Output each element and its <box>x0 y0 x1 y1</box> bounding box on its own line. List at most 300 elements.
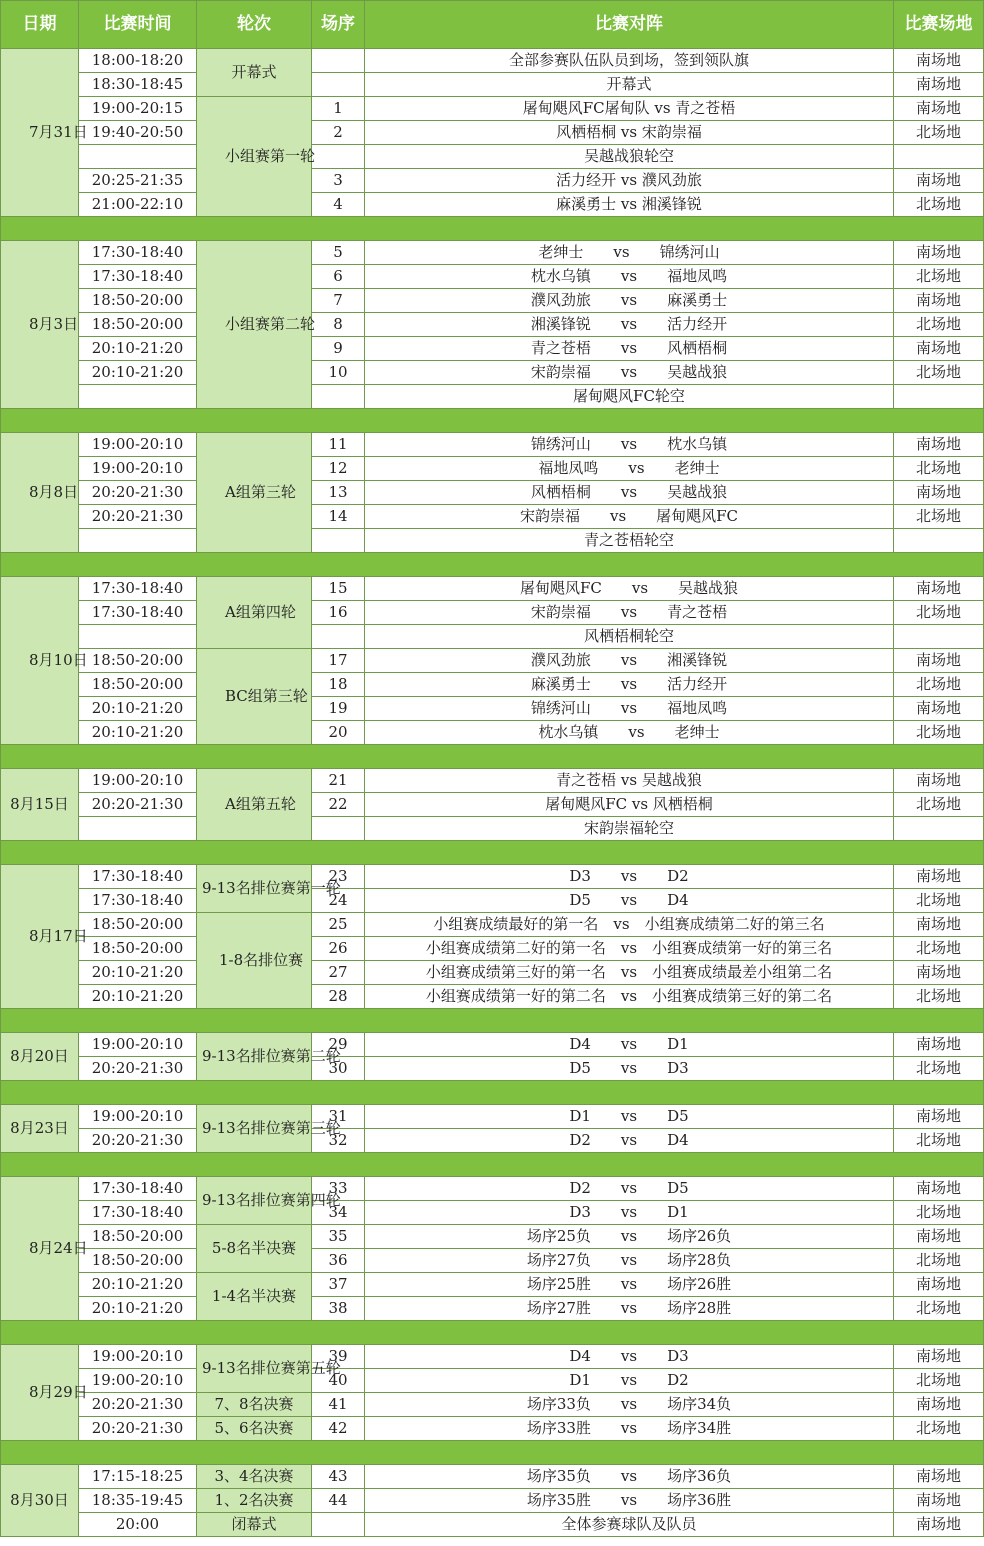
table-row <box>1 1417 984 1441</box>
time-cell: 20:20-21:30 <box>79 1393 197 1417</box>
num-cell: 18 <box>312 673 365 697</box>
round-cell: 1-4名半决赛 <box>197 1273 312 1321</box>
table-row <box>1 289 984 313</box>
round-cell: 5-8名半决赛 <box>197 1225 312 1273</box>
num-cell: 27 <box>312 961 365 985</box>
num-cell: 28 <box>312 985 365 1009</box>
round-cell: 9-13名排位赛第二轮 <box>197 1033 312 1081</box>
time-cell: 20:10-21:20 <box>79 961 197 985</box>
time-cell: 18:50-20:00 <box>79 1225 197 1249</box>
time-cell: 18:50-20:00 <box>79 313 197 337</box>
round-cell: 9-13名排位赛第三轮 <box>197 1105 312 1153</box>
header-round: 轮次 <box>197 1 312 49</box>
num-cell: 17 <box>312 649 365 673</box>
match-cell: D3 vs D1 <box>365 1201 894 1225</box>
separator-row <box>1 1321 984 1345</box>
table-row <box>1 241 984 265</box>
table-row <box>1 1273 984 1297</box>
venue-cell: 南场地 <box>894 865 984 889</box>
separator-row <box>1 841 984 865</box>
header-row <box>1 1 984 49</box>
num-cell <box>312 529 365 553</box>
table-row <box>1 793 984 817</box>
match-cell: D5 vs D3 <box>365 1057 894 1081</box>
match-cell: D4 vs D3 <box>365 1345 894 1369</box>
time-cell: 20:10-21:20 <box>79 985 197 1009</box>
match-cell: 屠甸飓风FC轮空 <box>365 385 894 409</box>
num-cell <box>312 1513 365 1537</box>
date-cell: 8月8日 <box>1 433 79 553</box>
table-row <box>1 265 984 289</box>
match-cell: 锦绣河山 vs 枕水乌镇 <box>365 433 894 457</box>
num-cell: 29 <box>312 1033 365 1057</box>
num-cell: 4 <box>312 193 365 217</box>
match-cell: 屠甸飓风FC vs 风栖梧桐 <box>365 793 894 817</box>
match-cell: 场序35胜 vs 场序36胜 <box>365 1489 894 1513</box>
header-match: 比赛对阵 <box>365 1 894 49</box>
separator-row <box>1 217 984 241</box>
time-cell: 20:20-21:30 <box>79 481 197 505</box>
match-cell: 枕水乌镇 vs 福地凤鸣 <box>365 265 894 289</box>
num-cell: 5 <box>312 241 365 265</box>
venue-cell: 北场地 <box>894 1249 984 1273</box>
time-cell: 20:20-21:30 <box>79 505 197 529</box>
match-cell: 小组赛成绩第一好的第二名 vs 小组赛成绩第三好的第二名 <box>365 985 894 1009</box>
time-cell: 18:50-20:00 <box>79 673 197 697</box>
table-row <box>1 577 984 601</box>
venue-cell: 北场地 <box>894 1201 984 1225</box>
table-row <box>1 1105 984 1129</box>
match-cell: 老绅士 vs 锦绣河山 <box>365 241 894 265</box>
match-cell: 麻溪勇士 vs 活力经开 <box>365 673 894 697</box>
time-cell: 20:10-21:20 <box>79 361 197 385</box>
num-cell: 8 <box>312 313 365 337</box>
table-row <box>1 697 984 721</box>
venue-cell: 南场地 <box>894 1393 984 1417</box>
time-cell: 19:00-20:15 <box>79 97 197 121</box>
match-cell: 全体参赛球队及队员 <box>365 1513 894 1537</box>
time-cell <box>79 529 197 553</box>
venue-cell: 北场地 <box>894 1297 984 1321</box>
match-cell: 开幕式 <box>365 73 894 97</box>
time-cell: 17:30-18:40 <box>79 601 197 625</box>
separator-row <box>1 409 984 433</box>
match-cell: D2 vs D4 <box>365 1129 894 1153</box>
match-cell: D1 vs D2 <box>365 1369 894 1393</box>
table-row <box>1 1201 984 1225</box>
num-cell: 40 <box>312 1369 365 1393</box>
venue-cell: 南场地 <box>894 577 984 601</box>
table-row <box>1 481 984 505</box>
venue-cell: 北场地 <box>894 673 984 697</box>
num-cell: 14 <box>312 505 365 529</box>
table-row <box>1 193 984 217</box>
match-cell: 风栖梧桐 vs 吴越战狼 <box>365 481 894 505</box>
venue-cell: 北场地 <box>894 1129 984 1153</box>
time-cell: 20:10-21:20 <box>79 337 197 361</box>
venue-cell: 北场地 <box>894 313 984 337</box>
match-cell: D5 vs D4 <box>365 889 894 913</box>
match-cell: D4 vs D1 <box>365 1033 894 1057</box>
venue-cell: 南场地 <box>894 1489 984 1513</box>
separator-row <box>1 1009 984 1033</box>
venue-cell: 南场地 <box>894 1465 984 1489</box>
num-cell <box>312 817 365 841</box>
num-cell <box>312 145 365 169</box>
venue-cell: 南场地 <box>894 1033 984 1057</box>
venue-cell: 南场地 <box>894 433 984 457</box>
match-cell: 宋韵崇福 vs 青之苍梧 <box>365 601 894 625</box>
venue-cell: 南场地 <box>894 97 984 121</box>
match-cell: 小组赛成绩第三好的第一名 vs 小组赛成绩最差小组第二名 <box>365 961 894 985</box>
time-cell: 17:30-18:40 <box>79 241 197 265</box>
table-row <box>1 49 984 73</box>
match-cell: 场序27胜 vs 场序28胜 <box>365 1297 894 1321</box>
num-cell: 3 <box>312 169 365 193</box>
venue-cell: 南场地 <box>894 769 984 793</box>
num-cell: 32 <box>312 1129 365 1153</box>
table-row <box>1 337 984 361</box>
header-time: 比赛时间 <box>79 1 197 49</box>
round-cell: 开幕式 <box>197 49 312 97</box>
time-cell: 20:25-21:35 <box>79 169 197 193</box>
time-cell: 18:35-19:45 <box>79 1489 197 1513</box>
table-row <box>1 73 984 97</box>
table-row <box>1 313 984 337</box>
date-cell: 8月30日 <box>1 1465 79 1537</box>
table-row <box>1 985 984 1009</box>
match-cell: 场序33负 vs 场序34负 <box>365 1393 894 1417</box>
separator-row <box>1 553 984 577</box>
num-cell: 2 <box>312 121 365 145</box>
time-cell: 18:50-20:00 <box>79 289 197 313</box>
match-cell: 风栖梧桐轮空 <box>365 625 894 649</box>
time-cell: 18:30-18:45 <box>79 73 197 97</box>
match-cell: D1 vs D5 <box>365 1105 894 1129</box>
num-cell: 30 <box>312 1057 365 1081</box>
num-cell: 26 <box>312 937 365 961</box>
date-cell: 8月24日 <box>1 1177 79 1321</box>
venue-cell <box>894 817 984 841</box>
time-cell: 19:00-20:10 <box>79 1369 197 1393</box>
table-row <box>1 817 984 841</box>
num-cell: 38 <box>312 1297 365 1321</box>
time-cell: 17:30-18:40 <box>79 865 197 889</box>
time-cell: 19:40-20:50 <box>79 121 197 145</box>
venue-cell: 南场地 <box>894 1345 984 1369</box>
table-row <box>1 649 984 673</box>
time-cell: 17:15-18:25 <box>79 1465 197 1489</box>
venue-cell: 北场地 <box>894 937 984 961</box>
num-cell: 22 <box>312 793 365 817</box>
date-cell: 8月3日 <box>1 241 79 409</box>
table-row <box>1 1393 984 1417</box>
time-cell: 21:00-22:10 <box>79 193 197 217</box>
time-cell: 17:30-18:40 <box>79 889 197 913</box>
time-cell: 17:30-18:40 <box>79 265 197 289</box>
num-cell: 6 <box>312 265 365 289</box>
time-cell <box>79 625 197 649</box>
time-cell: 18:00-18:20 <box>79 49 197 73</box>
venue-cell: 北场地 <box>894 121 984 145</box>
match-cell: 青之苍梧 vs 风栖梧桐 <box>365 337 894 361</box>
table-row <box>1 1249 984 1273</box>
time-cell: 19:00-20:10 <box>79 457 197 481</box>
match-cell: D3 vs D2 <box>365 865 894 889</box>
venue-cell: 南场地 <box>894 1225 984 1249</box>
table-row <box>1 937 984 961</box>
venue-cell <box>894 145 984 169</box>
match-cell: 宋韵崇福 vs 屠甸飓风FC <box>365 505 894 529</box>
match-cell: 小组赛成绩第二好的第一名 vs 小组赛成绩第一好的第三名 <box>365 937 894 961</box>
date-cell: 7月31日 <box>1 49 79 217</box>
venue-cell: 北场地 <box>894 601 984 625</box>
num-cell: 16 <box>312 601 365 625</box>
match-cell: 场序33胜 vs 场序34胜 <box>365 1417 894 1441</box>
match-cell: 风栖梧桐 vs 宋韵崇福 <box>365 121 894 145</box>
table-row <box>1 889 984 913</box>
separator-row <box>1 1081 984 1105</box>
num-cell: 42 <box>312 1417 365 1441</box>
match-cell: 青之苍梧轮空 <box>365 529 894 553</box>
match-cell: 青之苍梧 vs 吴越战狼 <box>365 769 894 793</box>
num-cell: 41 <box>312 1393 365 1417</box>
venue-cell: 北场地 <box>894 793 984 817</box>
table-row <box>1 721 984 745</box>
venue-cell: 南场地 <box>894 649 984 673</box>
time-cell: 20:20-21:30 <box>79 793 197 817</box>
venue-cell: 北场地 <box>894 1369 984 1393</box>
num-cell <box>312 625 365 649</box>
table-row <box>1 529 984 553</box>
separator-row <box>1 1441 984 1465</box>
time-cell: 19:00-20:10 <box>79 433 197 457</box>
num-cell: 24 <box>312 889 365 913</box>
venue-cell: 北场地 <box>894 889 984 913</box>
num-cell: 19 <box>312 697 365 721</box>
num-cell: 43 <box>312 1465 365 1489</box>
round-cell: 小组赛第一轮 <box>197 97 312 217</box>
table-row <box>1 121 984 145</box>
num-cell: 11 <box>312 433 365 457</box>
match-cell: 宋韵崇福 vs 吴越战狼 <box>365 361 894 385</box>
table-row <box>1 1033 984 1057</box>
round-cell: 9-13名排位赛第五轮 <box>197 1345 312 1393</box>
round-cell: 7、8名决赛 <box>197 1393 312 1417</box>
table-row <box>1 865 984 889</box>
table-row <box>1 625 984 649</box>
num-cell: 36 <box>312 1249 365 1273</box>
separator-row <box>1 745 984 769</box>
round-cell: A组第四轮 <box>197 577 312 649</box>
num-cell: 25 <box>312 913 365 937</box>
table-row <box>1 1297 984 1321</box>
num-cell: 31 <box>312 1105 365 1129</box>
venue-cell: 南场地 <box>894 481 984 505</box>
num-cell <box>312 73 365 97</box>
date-cell: 8月23日 <box>1 1105 79 1153</box>
header-num: 场序 <box>312 1 365 49</box>
num-cell: 12 <box>312 457 365 481</box>
table-row <box>1 601 984 625</box>
venue-cell: 北场地 <box>894 505 984 529</box>
time-cell: 20:00 <box>79 1513 197 1537</box>
venue-cell <box>894 529 984 553</box>
venue-cell: 北场地 <box>894 985 984 1009</box>
round-cell: 3、4名决赛 <box>197 1465 312 1489</box>
num-cell: 37 <box>312 1273 365 1297</box>
match-cell: 屠甸飓风FC屠甸队 vs 青之苍梧 <box>365 97 894 121</box>
round-cell: 闭幕式 <box>197 1513 312 1537</box>
time-cell: 19:00-20:10 <box>79 1105 197 1129</box>
date-cell: 8月10日 <box>1 577 79 745</box>
match-cell: 全部参赛队伍队员到场，签到领队旗 <box>365 49 894 73</box>
venue-cell: 南场地 <box>894 961 984 985</box>
time-cell <box>79 817 197 841</box>
match-cell: 吴越战狼轮空 <box>365 145 894 169</box>
match-cell: 场序35负 vs 场序36负 <box>365 1465 894 1489</box>
match-cell: 濮风劲旅 vs 湘溪锋锐 <box>365 649 894 673</box>
num-cell: 23 <box>312 865 365 889</box>
venue-cell: 南场地 <box>894 241 984 265</box>
header-date: 日期 <box>1 1 79 49</box>
time-cell: 17:30-18:40 <box>79 1201 197 1225</box>
venue-cell: 南场地 <box>894 1177 984 1201</box>
venue-cell: 南场地 <box>894 169 984 193</box>
table-row <box>1 913 984 937</box>
venue-cell: 北场地 <box>894 1417 984 1441</box>
num-cell: 10 <box>312 361 365 385</box>
table-row <box>1 673 984 697</box>
time-cell: 20:20-21:30 <box>79 1417 197 1441</box>
num-cell: 21 <box>312 769 365 793</box>
time-cell: 20:10-21:20 <box>79 697 197 721</box>
round-cell: BC组第三轮 <box>197 649 312 745</box>
num-cell <box>312 385 365 409</box>
round-cell: A组第三轮 <box>197 433 312 553</box>
num-cell: 20 <box>312 721 365 745</box>
match-cell: 麻溪勇士 vs 湘溪锋锐 <box>365 193 894 217</box>
venue-cell: 南场地 <box>894 1513 984 1537</box>
num-cell: 9 <box>312 337 365 361</box>
match-cell: 场序25胜 vs 场序26胜 <box>365 1273 894 1297</box>
table-row <box>1 457 984 481</box>
table-row <box>1 505 984 529</box>
match-cell: 屠甸飓风FC vs 吴越战狼 <box>365 577 894 601</box>
table-row <box>1 97 984 121</box>
num-cell: 15 <box>312 577 365 601</box>
table-row <box>1 1465 984 1489</box>
venue-cell: 南场地 <box>894 73 984 97</box>
venue-cell <box>894 625 984 649</box>
num-cell: 7 <box>312 289 365 313</box>
time-cell: 20:10-21:20 <box>79 1297 197 1321</box>
venue-cell: 南场地 <box>894 913 984 937</box>
date-cell: 8月20日 <box>1 1033 79 1081</box>
round-cell: 1、2名决赛 <box>197 1489 312 1513</box>
time-cell: 18:50-20:00 <box>79 913 197 937</box>
match-cell: 锦绣河山 vs 福地凤鸣 <box>365 697 894 721</box>
time-cell: 19:00-20:10 <box>79 769 197 793</box>
time-cell: 20:20-21:30 <box>79 1057 197 1081</box>
table-row <box>1 361 984 385</box>
table-row <box>1 1489 984 1513</box>
match-cell: 福地凤鸣 vs 老绅士 <box>365 457 894 481</box>
time-cell: 20:10-21:20 <box>79 1273 197 1297</box>
round-cell: A组第五轮 <box>197 769 312 841</box>
match-cell: 场序27负 vs 场序28负 <box>365 1249 894 1273</box>
time-cell: 18:50-20:00 <box>79 937 197 961</box>
venue-cell: 北场地 <box>894 361 984 385</box>
num-cell <box>312 49 365 73</box>
match-cell: 宋韵崇福轮空 <box>365 817 894 841</box>
table-row <box>1 961 984 985</box>
venue-cell: 南场地 <box>894 1105 984 1129</box>
venue-cell <box>894 385 984 409</box>
venue-cell: 南场地 <box>894 289 984 313</box>
table-row <box>1 169 984 193</box>
table-row <box>1 1129 984 1153</box>
match-cell: 活力经开 vs 濮风劲旅 <box>365 169 894 193</box>
match-cell: 濮风劲旅 vs 麻溪勇士 <box>365 289 894 313</box>
time-cell: 20:20-21:30 <box>79 1129 197 1153</box>
table-row <box>1 1513 984 1537</box>
venue-cell: 南场地 <box>894 697 984 721</box>
time-cell: 18:50-20:00 <box>79 649 197 673</box>
num-cell: 34 <box>312 1201 365 1225</box>
date-cell: 8月15日 <box>1 769 79 841</box>
time-cell <box>79 385 197 409</box>
num-cell: 44 <box>312 1489 365 1513</box>
time-cell: 19:00-20:10 <box>79 1345 197 1369</box>
venue-cell: 北场地 <box>894 193 984 217</box>
table-row <box>1 1057 984 1081</box>
match-cell: 场序25负 vs 场序26负 <box>365 1225 894 1249</box>
match-cell: 湘溪锋锐 vs 活力经开 <box>365 313 894 337</box>
num-cell: 13 <box>312 481 365 505</box>
venue-cell: 南场地 <box>894 337 984 361</box>
round-cell: 1-8名排位赛 <box>197 913 312 1009</box>
num-cell: 39 <box>312 1345 365 1369</box>
round-cell: 小组赛第二轮 <box>197 241 312 409</box>
date-cell: 8月29日 <box>1 1345 79 1441</box>
num-cell: 1 <box>312 97 365 121</box>
time-cell: 17:30-18:40 <box>79 1177 197 1201</box>
table-row <box>1 385 984 409</box>
time-cell: 19:00-20:10 <box>79 1033 197 1057</box>
match-cell: D2 vs D5 <box>365 1177 894 1201</box>
time-cell: 18:50-20:00 <box>79 1249 197 1273</box>
header-venue: 比赛场地 <box>894 1 984 49</box>
venue-cell: 北场地 <box>894 721 984 745</box>
table-row <box>1 145 984 169</box>
round-cell: 9-13名排位赛第一轮 <box>197 865 312 913</box>
table-row <box>1 433 984 457</box>
num-cell: 33 <box>312 1177 365 1201</box>
round-cell: 5、6名决赛 <box>197 1417 312 1441</box>
venue-cell: 北场地 <box>894 1057 984 1081</box>
match-cell: 枕水乌镇 vs 老绅士 <box>365 721 894 745</box>
time-cell <box>79 145 197 169</box>
venue-cell: 北场地 <box>894 265 984 289</box>
table-row <box>1 1177 984 1201</box>
num-cell: 35 <box>312 1225 365 1249</box>
separator-row <box>1 1153 984 1177</box>
table-row <box>1 1225 984 1249</box>
time-cell: 20:10-21:20 <box>79 721 197 745</box>
venue-cell: 北场地 <box>894 457 984 481</box>
round-cell: 9-13名排位赛第四轮 <box>197 1177 312 1225</box>
